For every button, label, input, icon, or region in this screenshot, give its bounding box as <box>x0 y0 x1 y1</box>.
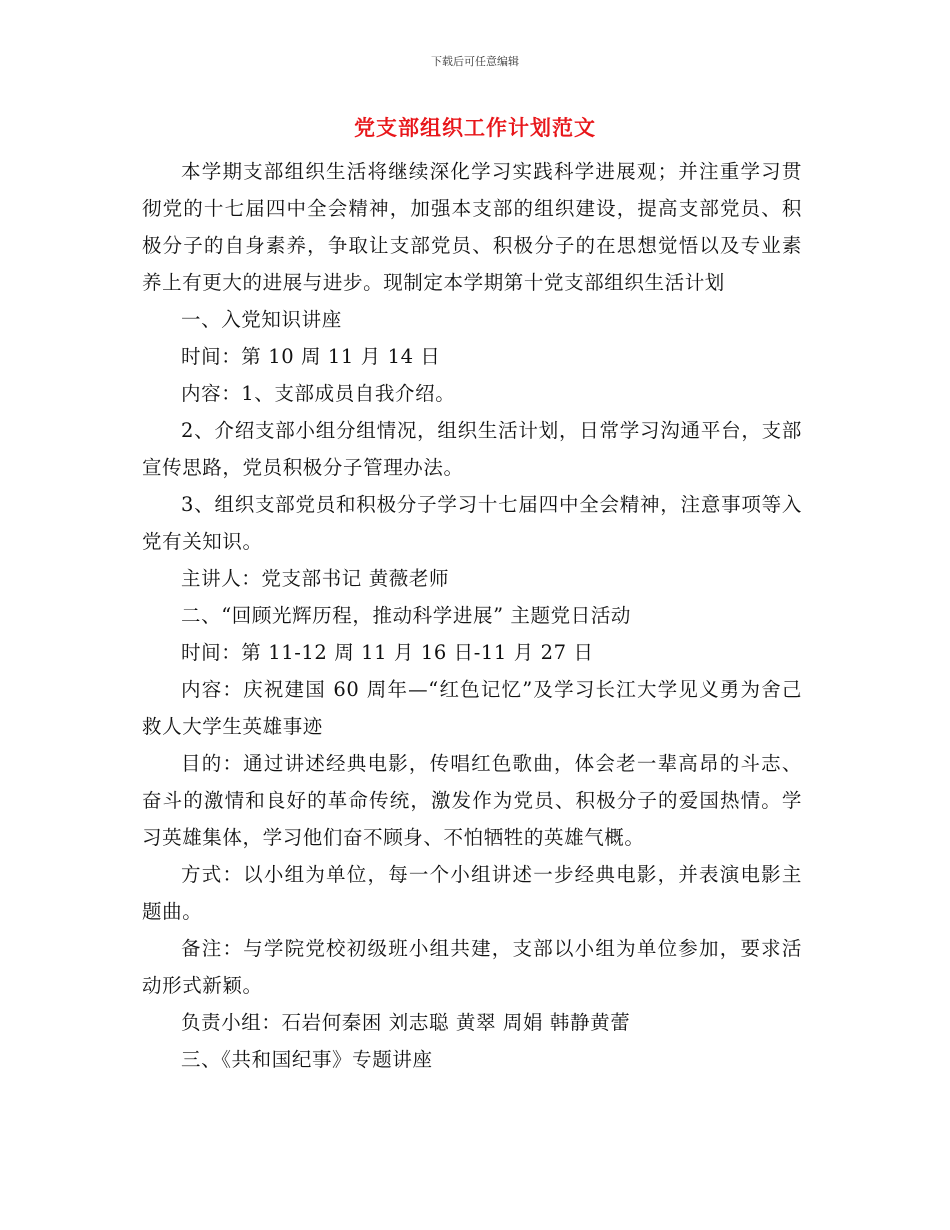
section-heading: 二、“回顾光辉历程，推动科学进展” 主题党日活动 <box>181 604 632 627</box>
paragraph: 内容：庆祝建国 60 周年—“红色记忆”及学习长江大学见义勇为舍己救人大学生英雄事迹 <box>142 678 802 738</box>
header-note: 下载后可任意编辑 <box>431 55 519 68</box>
section-heading: 三、《共和国纪事》专题讲座 <box>181 1048 433 1071</box>
paragraph: 3、组织支部党员和积极分子学习十七届四中全会精神，注意事项等入党有关知识。 <box>142 493 802 553</box>
section-heading: 一、入党知识讲座 <box>181 308 342 331</box>
paragraph: 备注：与学院党校初级班小组共建，支部以小组为单位参加，要求活动形式新颖。 <box>142 937 802 997</box>
paragraph: 内容：1、支部成员自我介绍。 <box>181 382 456 405</box>
paragraph: 目的：通过讲述经典电影，传唱红色歌曲，体会老一辈高昂的斗志、奋斗的激情和良好的革命传统，激发作为党员、积极分子的爱国热情。学习英雄集体，学习他们奋不顾身、不怕牺牲的英雄气概。 <box>142 752 802 849</box>
paragraph: 时间：第 11-12 周 11 月 16 日-11 月 27 日 <box>181 641 594 664</box>
paragraph: 2、介绍支部小组分组情况，组织生活计划，日常学习沟通平台，支部宣传思路，党员积极分子管理办法。 <box>142 419 802 479</box>
paragraph: 本学期支部组织生活将继续深化学习实践科学进展观；并注重学习贯彻党的十七届四中全会精神，加强本支部的组织建设，提高支部党员、积极分子的自身素养，争取让支部党员、积极分子的在思想觉悟以及专业素养上有更大的进展与进步。现制定本学期第十党支部组织生活计划 <box>142 160 802 294</box>
paragraph: 负责小组：石岩何秦困 刘志聪 黄翠 周娟 韩静黄蕾 <box>181 1011 631 1034</box>
paragraph: 主讲人：党支部书记 黄薇老师 <box>181 567 450 590</box>
paragraph: 方式：以小组为单位，每一个小组讲述一步经典电影，并表演电影主题曲。 <box>142 863 802 923</box>
document-title: 党支部组织工作计划范文 <box>354 115 596 140</box>
paragraph: 时间：第 10 周 11 月 14 日 <box>181 345 441 368</box>
document-body <box>142 153 802 1078</box>
